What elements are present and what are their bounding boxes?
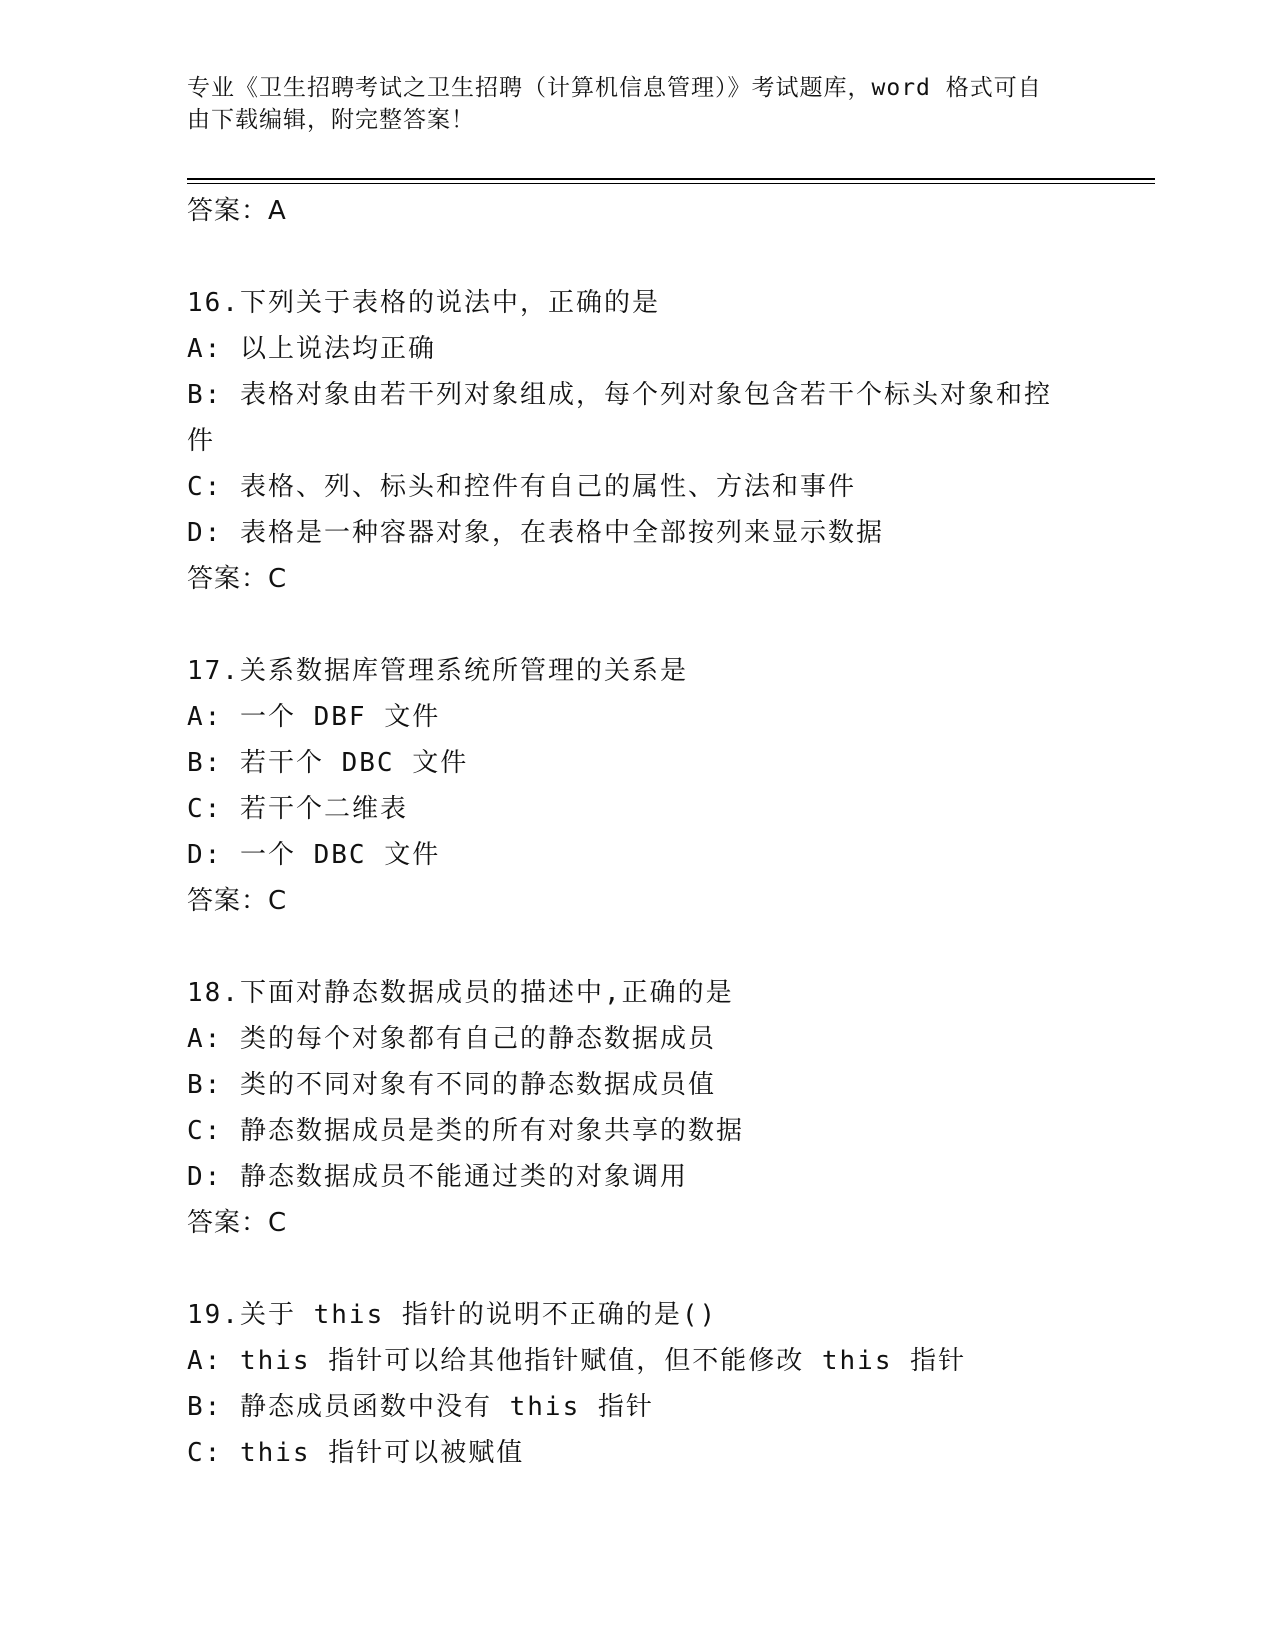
option-d: D: 一个 DBC 文件 [187,840,441,870]
option-d: D: 表格是一种容器对象，在表格中全部按列来显示数据 [187,518,884,548]
option-a: A: 一个 DBF 文件 [187,702,441,732]
question-stem: 16.下列关于表格的说法中，正确的是 [187,288,660,318]
option-b-continued: 件 [187,426,216,456]
question-stem: 18.下面对静态数据成员的描述中,正确的是 [187,978,734,1008]
option-a: A: 以上说法均正确 [187,334,436,364]
question-17 [187,648,1087,924]
question-19 [187,1292,1087,1476]
answer-16: 答案：C [187,564,288,594]
question-stem: 17.关系数据库管理系统所管理的关系是 [187,656,688,686]
option-b: B: 表格对象由若干列对象组成，每个列对象包含若干个标头对象和控 [187,380,1052,410]
question-list [187,188,1087,1476]
question-stem: 19.关于 this 指针的说明不正确的是() [187,1300,718,1330]
header-line-1: 专业《卫生招聘考试之卫生招聘（计算机信息管理）》考试题库，word 格式可自 [187,75,1042,101]
document-header [187,72,1087,136]
option-b: B: 静态成员函数中没有 this 指针 [187,1392,654,1422]
header-divider [187,178,1155,180]
option-c: C: 表格、列、标头和控件有自己的属性、方法和事件 [187,472,856,502]
option-b: B: 若干个 DBC 文件 [187,748,469,778]
option-c: C: 静态数据成员是类的所有对象共享的数据 [187,1116,744,1146]
question-18 [187,970,1087,1246]
option-c: C: this 指针可以被赋值 [187,1438,525,1468]
option-b: B: 类的不同对象有不同的静态数据成员值 [187,1070,716,1100]
answer-18: 答案：C [187,1208,288,1238]
header-line-2: 由下载编辑，附完整答案！ [187,107,475,133]
answer-17: 答案：C [187,886,288,916]
option-a: A: this 指针可以给其他指针赋值，但不能修改 this 指针 [187,1346,967,1376]
question-16 [187,280,1087,602]
option-c: C: 若干个二维表 [187,794,408,824]
option-d: D: 静态数据成员不能通过类的对象调用 [187,1162,688,1192]
option-a: A: 类的每个对象都有自己的静态数据成员 [187,1024,716,1054]
header-divider-thin [187,183,1155,184]
answer-15: 答案：A [187,196,287,226]
